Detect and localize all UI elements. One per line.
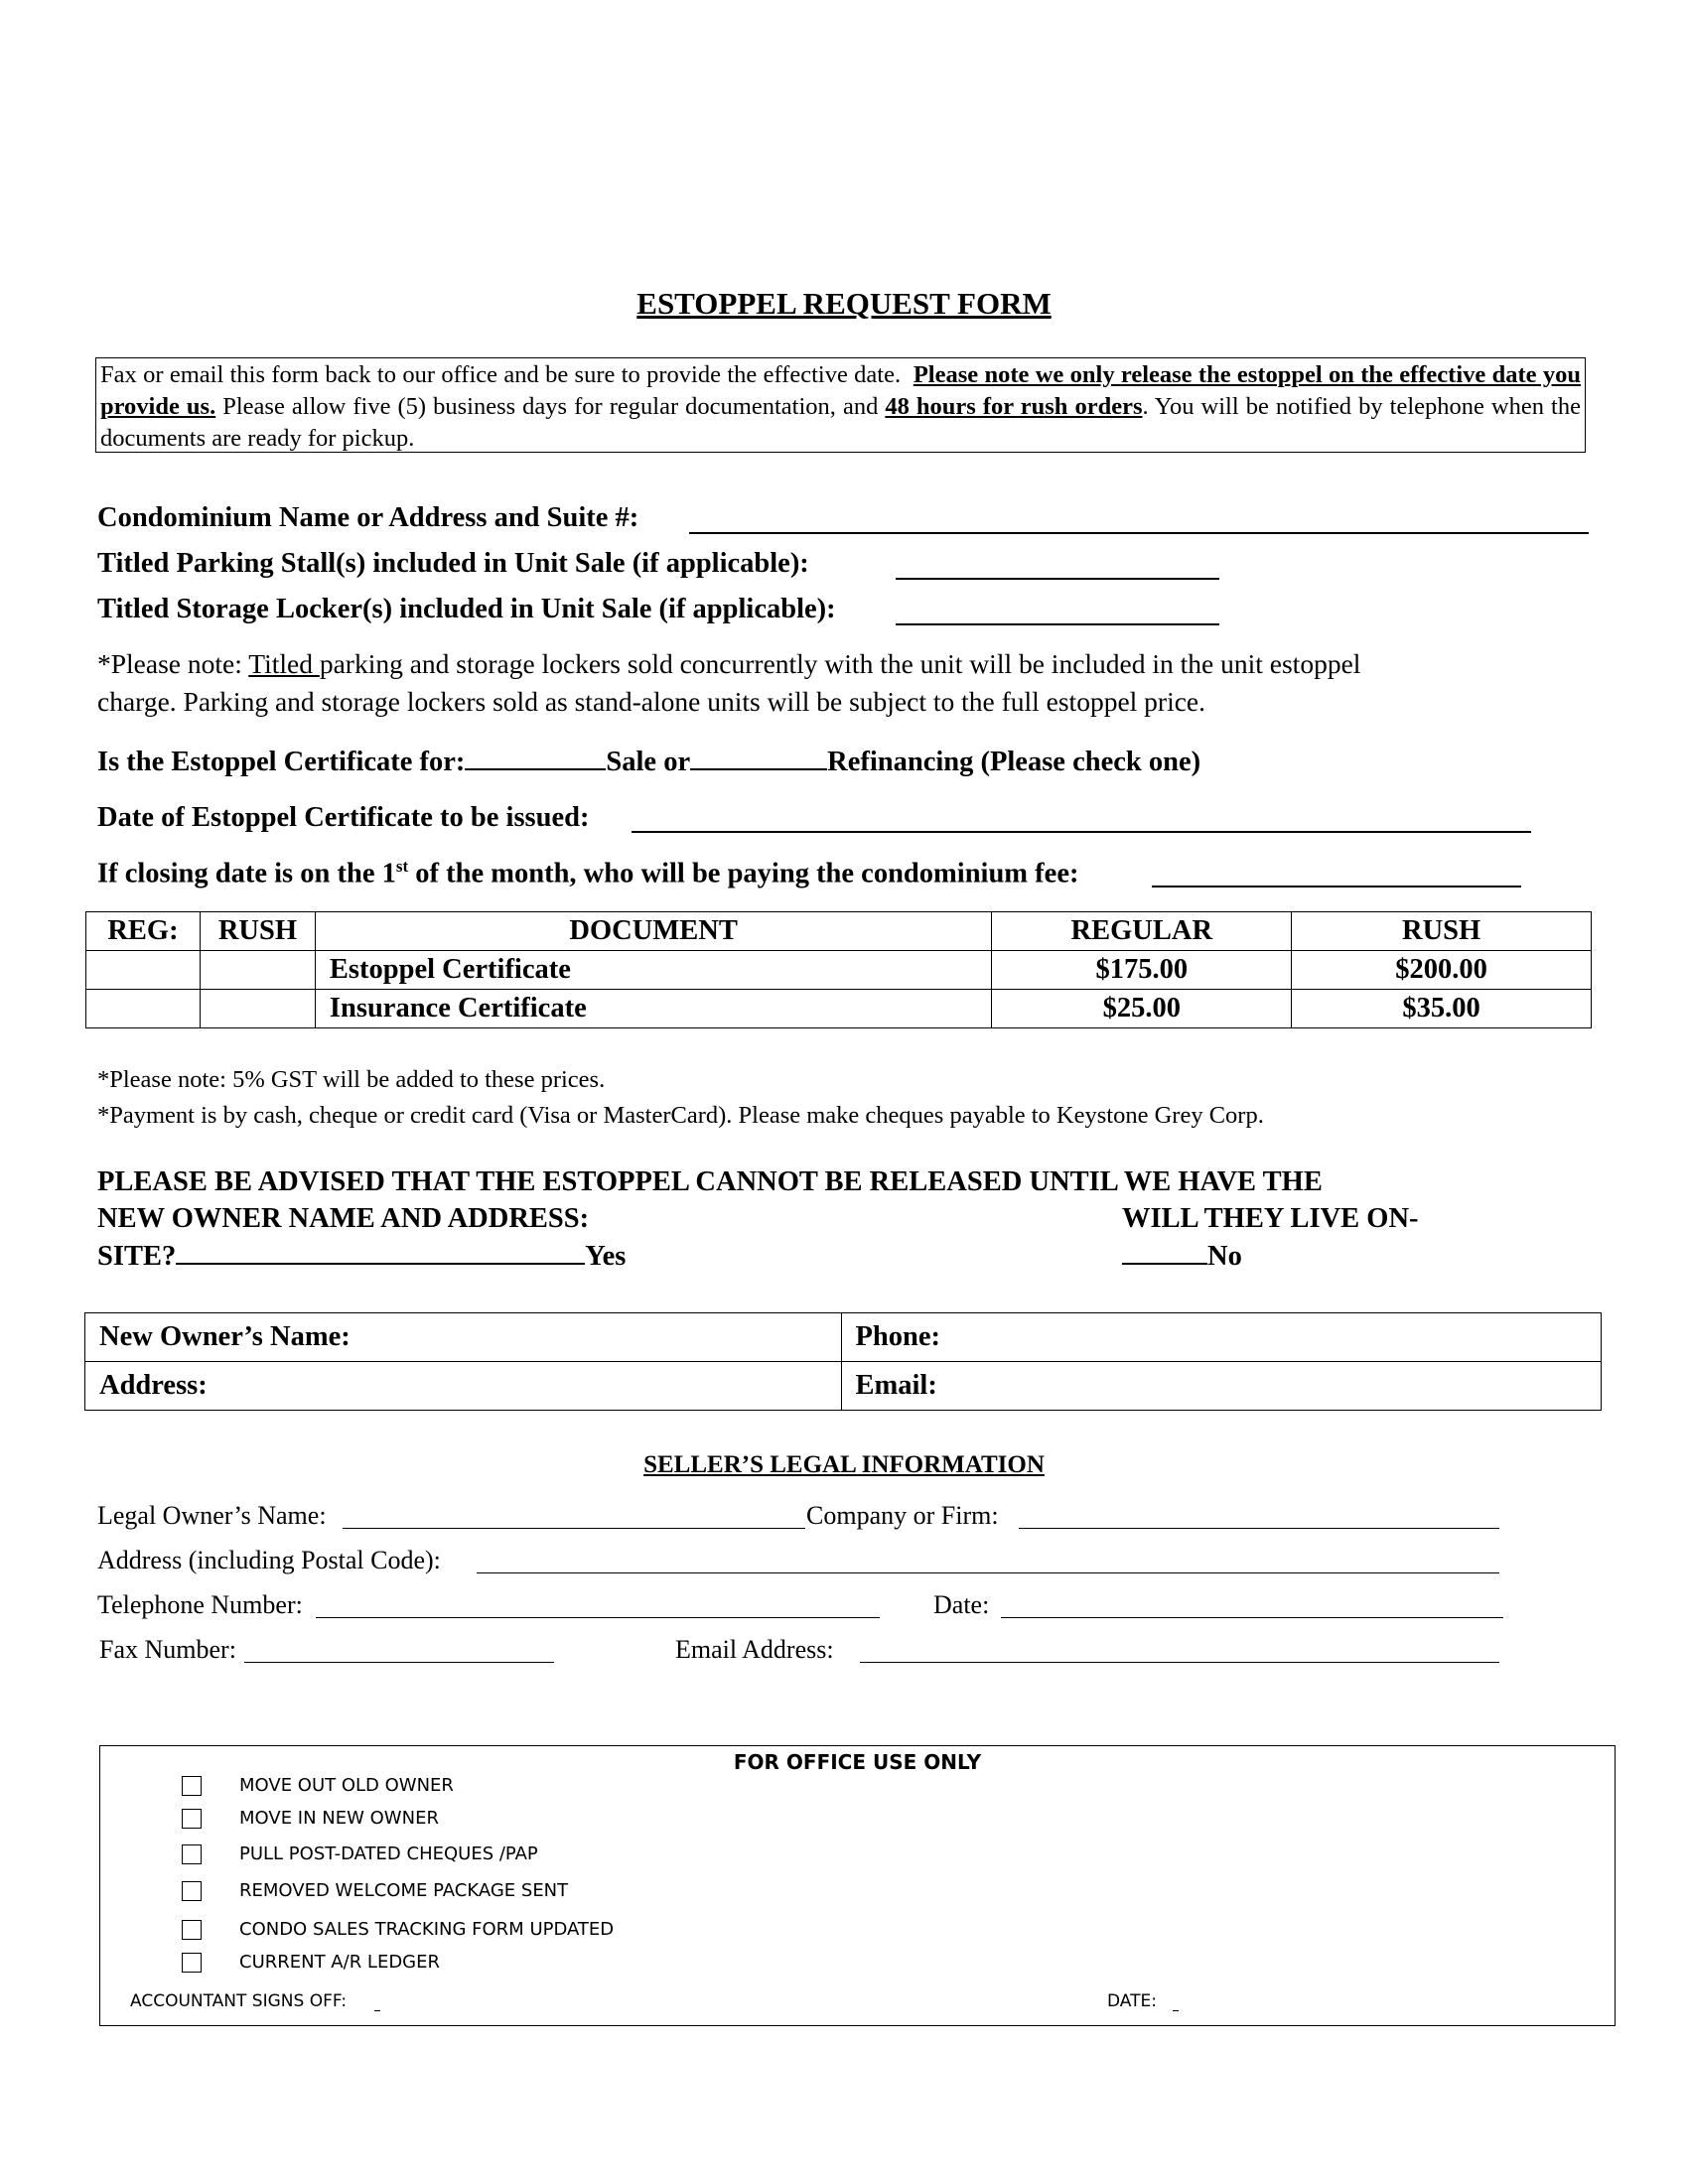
rush-price: $35.00 bbox=[1292, 990, 1592, 1028]
checkbox[interactable] bbox=[182, 1953, 202, 1973]
instructions-text-2: Please allow five (5) business days for regular documentation, and bbox=[215, 393, 886, 420]
table-header-row bbox=[86, 912, 1592, 951]
instructions-emphasis: Please note we only release the estoppel on the effective date you provide us. bbox=[100, 361, 1581, 420]
live-onsite-question: WILL THEY LIVE ON- bbox=[1122, 1203, 1419, 1234]
checklist-label: MOVE OUT OLD OWNER bbox=[239, 1775, 454, 1796]
seller-email-label: Email Address: bbox=[675, 1635, 834, 1664]
office-checklist-item bbox=[182, 1880, 568, 1901]
regular-price: $25.00 bbox=[992, 990, 1292, 1028]
storage-field-line[interactable] bbox=[896, 623, 1219, 625]
reg-check-cell[interactable] bbox=[86, 990, 201, 1028]
company-label: Company or Firm: bbox=[806, 1501, 999, 1530]
instructions-text: Fax or email this form back to our office and be sure to provide the effective date. bbox=[100, 361, 902, 388]
sale-check-line[interactable] bbox=[465, 768, 606, 770]
office-use-title: FOR OFFICE USE ONLY bbox=[733, 1750, 982, 1774]
certificate-for-label: Is the Estoppel Certificate for: bbox=[97, 747, 466, 777]
office-date-label: DATE: bbox=[1107, 1991, 1157, 2011]
gst-note: *Please note: 5% GST will be added to these prices. bbox=[97, 1066, 606, 1093]
seller-email-line[interactable] bbox=[860, 1662, 1499, 1663]
closing-text-sup: st bbox=[395, 857, 409, 876]
office-use-box bbox=[99, 1745, 1616, 2026]
company-line[interactable] bbox=[1019, 1528, 1499, 1529]
new-owner-name-field[interactable] bbox=[85, 1313, 842, 1362]
condo-field-label: Condominium Name or Address and Suite #: bbox=[97, 502, 639, 533]
telephone-label: Telephone Number: bbox=[97, 1590, 303, 1619]
closing-text-pre: If closing date is on the 1 bbox=[97, 858, 396, 889]
office-checklist-item bbox=[182, 1919, 614, 1940]
refinancing-check-line[interactable] bbox=[690, 768, 827, 770]
checkbox[interactable] bbox=[182, 1881, 202, 1901]
parking-note-titled: Titled bbox=[248, 648, 320, 679]
instructions-text-3: . You will be notified by telephone when the documents are ready for pickup. bbox=[100, 393, 1581, 452]
new-owner-address-field[interactable] bbox=[85, 1362, 842, 1411]
new-owner-phone-label: Phone: bbox=[855, 1321, 940, 1352]
office-checklist-item bbox=[182, 1808, 439, 1829]
rush-check-cell[interactable] bbox=[200, 951, 315, 990]
yes-label: Yes bbox=[585, 1241, 627, 1272]
new-owner-table bbox=[84, 1312, 1602, 1411]
seller-date-line[interactable] bbox=[1001, 1617, 1503, 1618]
reg-check-cell[interactable] bbox=[86, 951, 201, 990]
office-checklist-item bbox=[182, 1775, 454, 1796]
seller-address-line[interactable] bbox=[477, 1572, 1499, 1573]
table-row bbox=[86, 990, 1592, 1028]
parking-note-prefix: *Please note: bbox=[97, 648, 249, 679]
onsite-no-row bbox=[1122, 1241, 1242, 1273]
office-checklist-item bbox=[182, 1952, 440, 1973]
office-date-line[interactable] bbox=[1173, 2010, 1179, 2011]
document-price-table bbox=[85, 911, 1592, 1028]
onsite-yes-row bbox=[97, 1241, 626, 1273]
table-row bbox=[86, 951, 1592, 990]
checklist-label: PULL POST-DATED CHEQUES /PAP bbox=[239, 1843, 538, 1864]
advisory-line-1: PLEASE BE ADVISED THAT THE ESTOPPEL CANNOT BE RELEASED UNTIL WE HAVE THE bbox=[97, 1166, 1323, 1197]
header-reg: REG: bbox=[86, 912, 201, 951]
regular-price: $175.00 bbox=[992, 951, 1292, 990]
parking-note-line1: parking and storage lockers sold concurrently with the unit will be included in the unit estoppel bbox=[319, 648, 1361, 679]
accountant-signoff-label: ACCOUNTANT SIGNS OFF: bbox=[130, 1991, 348, 2011]
parking-note-line2: charge. Parking and storage lockers sold as stand-alone units will be subject to the full estoppel price. bbox=[97, 686, 1206, 717]
checklist-label: REMOVED WELCOME PACKAGE SENT bbox=[239, 1880, 569, 1901]
seller-address-label: Address (including Postal Code): bbox=[97, 1546, 441, 1574]
closing-text-post: of the month, who will be paying the condominium fee: bbox=[408, 858, 1079, 889]
checkbox[interactable] bbox=[182, 1809, 202, 1829]
header-rush-check: RUSH bbox=[200, 912, 315, 951]
parking-note bbox=[97, 645, 1607, 721]
seller-date-label: Date: bbox=[933, 1590, 990, 1619]
payment-note: *Payment is by cash, cheque or credit card (Visa or MasterCard). Please make cheques payable to Keystone Grey Corp. bbox=[97, 1102, 1264, 1129]
office-checklist-item bbox=[182, 1843, 538, 1864]
header-rush-price: RUSH bbox=[1292, 912, 1592, 951]
storage-field-label: Titled Storage Locker(s) included in Unit Sale (if applicable): bbox=[97, 594, 836, 624]
refinancing-label: Refinancing (Please check one) bbox=[827, 747, 1201, 777]
rush-price: $200.00 bbox=[1292, 951, 1592, 990]
instructions-box bbox=[95, 357, 1586, 453]
fax-label: Fax Number: bbox=[99, 1635, 236, 1664]
new-owner-email-field[interactable] bbox=[841, 1362, 1602, 1411]
checklist-label: CONDO SALES TRACKING FORM UPDATED bbox=[239, 1919, 615, 1940]
document-name: Estoppel Certificate bbox=[315, 951, 991, 990]
new-owner-name-label: New Owner’s Name: bbox=[99, 1321, 351, 1352]
fax-line[interactable] bbox=[244, 1662, 554, 1663]
rush-orders-emphasis: 48 hours for rush orders bbox=[885, 393, 1143, 420]
advisory-line-2: NEW OWNER NAME AND ADDRESS: bbox=[97, 1203, 590, 1234]
condo-fee-payer-line[interactable] bbox=[1152, 886, 1521, 887]
checkbox[interactable] bbox=[182, 1920, 202, 1940]
checkbox[interactable] bbox=[182, 1776, 202, 1796]
checklist-label: MOVE IN NEW OWNER bbox=[239, 1808, 439, 1829]
legal-owner-label: Legal Owner’s Name: bbox=[97, 1501, 327, 1530]
condo-field-line[interactable] bbox=[689, 532, 1589, 534]
header-document: DOCUMENT bbox=[315, 912, 991, 951]
rush-check-cell[interactable] bbox=[200, 990, 315, 1028]
certificate-date-label: Date of Estoppel Certificate to be issued: bbox=[97, 802, 590, 833]
document-name: Insurance Certificate bbox=[315, 990, 991, 1028]
no-label: No bbox=[1207, 1241, 1242, 1272]
site-question-end: SITE? bbox=[97, 1241, 177, 1272]
parking-field-label: Titled Parking Stall(s) included in Unit Sale (if applicable): bbox=[97, 548, 809, 579]
checklist-label: CURRENT A/R LEDGER bbox=[239, 1952, 441, 1973]
checkbox[interactable] bbox=[182, 1844, 202, 1864]
certificate-date-line[interactable] bbox=[632, 831, 1531, 833]
legal-owner-line[interactable] bbox=[343, 1528, 805, 1529]
new-owner-phone-field[interactable] bbox=[841, 1313, 1602, 1362]
new-owner-email-label: Email: bbox=[855, 1370, 937, 1401]
accountant-signoff-line[interactable] bbox=[374, 2010, 380, 2011]
certificate-purpose-row bbox=[97, 747, 1200, 778]
closing-date-question bbox=[97, 857, 1078, 890]
seller-heading: SELLER’S LEGAL INFORMATION bbox=[643, 1451, 1045, 1478]
form-title: ESTOPPEL REQUEST FORM bbox=[636, 286, 1052, 321]
telephone-line[interactable] bbox=[316, 1617, 880, 1618]
new-owner-address-label: Address: bbox=[99, 1370, 208, 1401]
parking-field-line[interactable] bbox=[896, 578, 1219, 580]
sale-label: Sale or bbox=[606, 747, 691, 777]
no-check-line[interactable] bbox=[1122, 1263, 1207, 1265]
header-regular: REGULAR bbox=[992, 912, 1292, 951]
yes-check-line[interactable] bbox=[176, 1263, 585, 1265]
